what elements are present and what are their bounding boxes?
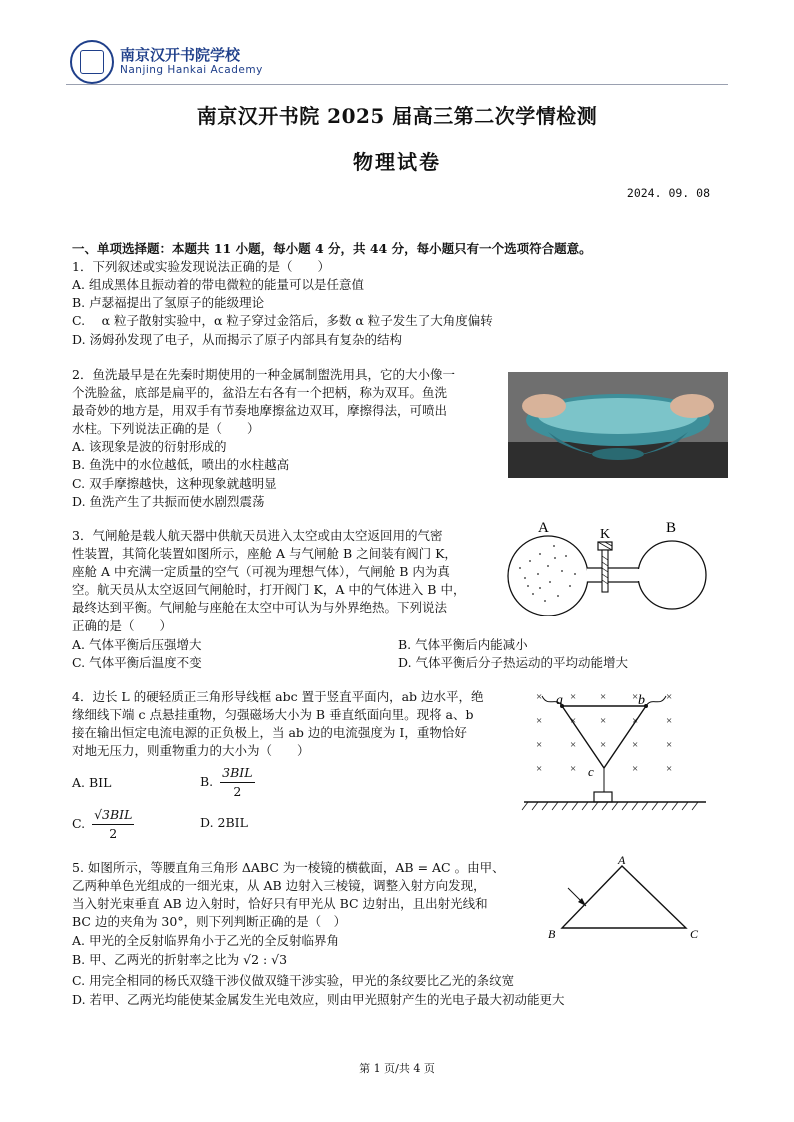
prism-diagram [540,852,710,944]
header-divider [66,84,728,85]
svg-text:×: × [632,691,639,703]
svg-text:×: × [570,715,577,727]
q3-stem-line3: 座舱 A 中充满一定质量的空气（可视为理想气体），气闸舱 B 内为真 [72,564,450,579]
q3-stem-line2: 性装置，其简化装置如图所示，座舱 A 与气闸舱 B 之间装有阀门 K， [72,546,457,561]
svg-text:×: × [666,715,673,727]
label-b: B [666,520,677,536]
q5-option-d: D. 若甲、乙两光均能使某金属发生光电效应，则由甲光照射产生的光电子最大初动能更大 [72,992,565,1007]
q4-option-a: A. BIL [72,775,112,790]
q4-option-c-label: C. [72,816,86,831]
q4-option-c [72,806,137,843]
q4-option-b-label: B. [200,774,214,789]
fish-basin-photo [508,372,728,478]
q3-option-b: B. 气体平衡后内能减小 [398,637,528,652]
label-b: B [548,927,556,941]
school-logo [70,40,114,84]
q2-option-a: A. 该现象是波的衍射形成的 [72,439,227,454]
q2-stem-line1: 2．鱼洗最早是在先秦时期使用的一种金属制盥洗用具，它的大小像一 [72,367,455,382]
svg-text:×: × [536,715,543,727]
svg-text:×: × [632,739,639,751]
q4-stem-line1: 4．边长 L 的硬轻质正三角形导线框 abc 置于竖直平面内，ab 边水平，绝 [72,689,484,704]
school-name-en: Nanjing Hankai Academy [120,64,263,76]
svg-text:×: × [666,691,673,703]
exam-date: 2024. 09. 08 [626,186,710,200]
q4-option-b-denominator: 2 [233,784,242,799]
exam-subtitle: 物理试卷 [353,150,441,174]
svg-text:×: × [536,739,543,751]
q3-option-d: D. 气体平衡后分子热运动的平均动能增大 [398,655,629,670]
q4-option-c-numerator: √3BIL [92,806,134,825]
page-footer: 第 1 页/共 4 页 [359,1062,435,1075]
svg-text:×: × [632,715,639,727]
q1-option-d: D. 汤姆孙发现了电子，从而揭示了原子内部具有复杂的结构 [72,332,403,347]
q3-option-c: C. 气体平衡后温度不变 [72,655,202,670]
q4-option-d: D. 2BIL [200,815,248,830]
q5-option-b: B. 甲、乙两光的折射率之比为 √2 : √3 [72,952,288,967]
svg-text:×: × [536,763,543,775]
q2-stem-line4: 水柱。下列说法正确的是（ ） [72,421,260,436]
q2-stem-line2: 个洗脸盆，底部是扁平的，盆沿左右各有一个把柄，称为双耳。鱼洗 [72,385,448,400]
school-name-cn: 南京汉开书院学校 [120,46,241,64]
section-heading: 一、单项选择题：本题共 11 小题，每小题 4 分，共 44 分，每小题只有一个选项符合题意。 [72,241,592,256]
label-k: K [600,527,611,542]
label-a: a [556,693,563,708]
q2-option-d: D. 鱼洗产生了共振而使水剧烈震荡 [72,494,265,509]
q5-stem-line2: 乙两种单色光组成的一细光束，从 AB 边射入三棱镜，调整入射方向发现， [72,878,486,893]
svg-text:×: × [570,691,577,703]
q4-option-c-denominator: 2 [109,826,118,841]
q5-option-c: C. 用完全相同的杨氏双缝干涉仪做双缝干涉实验，甲光的条纹要比乙光的条纹宽 [72,973,515,988]
q1-stem: 1．下列叙述或实验发现说法正确的是（ ） [72,259,330,274]
q4-option-b-fraction [220,764,254,801]
q5-option-a: A. 甲光的全反射临界角小于乙光的全反射临界角 [72,933,339,948]
q5-stem-line4: BC 边的夹角为 30°，则下列判断正确的是（ ） [72,914,347,929]
label-a: A [618,853,626,867]
svg-text:×: × [570,763,577,775]
q3-stem-line5: 最终达到平衡。气闸舱与座舱在太空中可认为与外界绝热。下列说法 [72,600,448,615]
label-c: c [588,764,594,779]
q4-stem-line2: 缘细线下端 c 点悬挂重物，匀强磁场大小为 B 垂直纸面向里。现将 a、b [72,707,474,722]
triangle-frame-diagram [516,686,716,816]
exam-title: 南京汉开书院 2025 届高三第二次学情检测 [196,104,598,128]
q5-stem-line3: 当入射光束垂直 AB 边入射时，恰好只有甲光从 BC 边射出，且出射光线和 [72,896,488,911]
q3-stem-line4: 空。航天员从太空返回气闸舱时，打开阀门 K，A 中的气体进入 B 中， [72,582,466,597]
q2-stem-line3: 最奇妙的地方是，用双手有节奏地摩擦盆边双耳，摩擦得法，可喷出 [72,403,448,418]
q5-stem-line1: 5. 如图所示，等腰直角三角形 ΔABC 为一棱镜的横截面，AB = AC 。由甲、 [72,860,505,875]
q3-option-a: A. 气体平衡后压强增大 [72,637,202,652]
q3-stem-line1: 3．气闸舱是载人航天器中供航天员进入太空或由太空返回用的气密 [72,528,443,543]
svg-text:×: × [600,715,607,727]
q1-option-c: C. α 粒子散射实验中，α 粒子穿过金箔后，多数 α 粒子发生了大角度偏转 [72,313,493,328]
airlock-diagram [500,516,720,616]
q2-option-c: C. 双手摩擦越快，这种现象就越明显 [72,476,277,491]
q4-stem-line3: 接在输出恒定电流电源的正负极上，当 ab 边的电流强度为 I，重物恰好 [72,725,467,740]
q1-option-a: A. 组成黑体且振动着的带电微粒的能量可以是任意值 [72,277,364,292]
label-c: C [690,927,699,941]
svg-text:×: × [600,691,607,703]
q3-stem-line6: 正确的是（ ） [72,618,173,633]
label-b: b [638,693,645,708]
svg-text:×: × [600,739,607,751]
q4-option-c-fraction [92,806,134,843]
svg-text:×: × [536,691,543,703]
svg-text:×: × [666,763,673,775]
q4-stem-line4: 对地无压力，则重物重力的大小为（ ） [72,743,310,758]
q4-option-b-numerator: 3BIL [220,764,254,783]
svg-text:×: × [570,739,577,751]
q2-option-b: B. 鱼洗中的水位越低，喷出的水柱越高 [72,457,290,472]
q1-option-b: B. 卢瑟福提出了氢原子的能级理论 [72,295,265,310]
q4-option-b [200,764,258,801]
svg-text:×: × [666,739,673,751]
logo-emblem-icon [80,50,104,74]
label-a: A [538,520,549,536]
svg-text:×: × [632,763,639,775]
